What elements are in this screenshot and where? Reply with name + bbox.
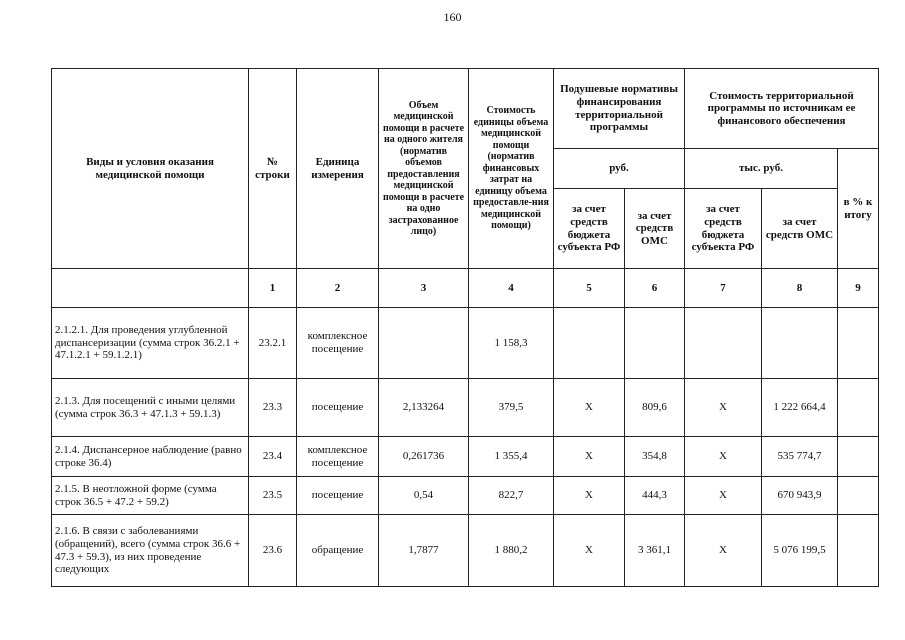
- header-unit: Единица измерения: [297, 69, 379, 269]
- row-line-number: 23.6: [249, 515, 297, 587]
- row-line-number: 23.3: [249, 379, 297, 437]
- column-number: 5: [554, 269, 625, 308]
- row-percent: [838, 477, 879, 515]
- header-cost-budget: за счет средств бюджета субъекта РФ: [685, 189, 762, 269]
- row-cost-budget: [685, 308, 762, 379]
- table-row: [52, 515, 879, 587]
- column-number: 7: [685, 269, 762, 308]
- row-name: 2.1.4. Диспансерное наблюдение (равно строке 36.4): [52, 437, 249, 477]
- column-number: 1: [249, 269, 297, 308]
- row-norm-oms: [625, 308, 685, 379]
- row-percent: [838, 515, 879, 587]
- row-unit: посещение: [297, 379, 379, 437]
- row-cost-oms: 5 076 199,5: [762, 515, 838, 587]
- header-volume: Объем медицинской помощи в расчете на одного жителя (норматив объемов предоставления медицинской помощи в расчете на одно застрахованное лицо): [379, 69, 469, 269]
- column-number: 9: [838, 269, 879, 308]
- row-volume: 0,54: [379, 477, 469, 515]
- row-unit: посещение: [297, 477, 379, 515]
- row-unit-cost: 822,7: [469, 477, 554, 515]
- table-row: [52, 379, 879, 437]
- row-name: 2.1.5. В неотложной форме (сумма строк 36.5 + 47.2 + 59.2): [52, 477, 249, 515]
- row-cost-budget: X: [685, 477, 762, 515]
- row-cost-oms: 535 774,7: [762, 437, 838, 477]
- header-program-cost: Стоимость территориальной программы по источникам ее финансового обеспечения: [685, 69, 879, 149]
- row-cost-budget: X: [685, 379, 762, 437]
- row-line-number: 23.5: [249, 477, 297, 515]
- column-number: 2: [297, 269, 379, 308]
- row-name: 2.1.2.1. Для проведения углубленной диспансеризации (сумма строк 36.2.1 + 47.1.2.1 + 59.1.2.1): [52, 308, 249, 379]
- row-norm-budget: X: [554, 379, 625, 437]
- row-norm-budget: X: [554, 437, 625, 477]
- row-cost-budget: X: [685, 515, 762, 587]
- header-rub: руб.: [554, 149, 685, 189]
- row-unit-cost: 1 880,2: [469, 515, 554, 587]
- row-cost-oms: 670 943,9: [762, 477, 838, 515]
- table-row: [52, 477, 879, 515]
- row-volume: [379, 308, 469, 379]
- row-percent: [838, 379, 879, 437]
- row-volume: 0,261736: [379, 437, 469, 477]
- column-numbers-row: [52, 269, 879, 308]
- row-name: 2.1.6. В связи с заболеваниями (обращений), всего (сумма строк 36.6 + 47.3 + 59.3), из них проведение следующих: [52, 515, 249, 587]
- row-norm-oms: 3 361,1: [625, 515, 685, 587]
- header-norm-budget: за счет средств бюджета субъекта РФ: [554, 189, 625, 269]
- row-unit-cost: 1 158,3: [469, 308, 554, 379]
- row-unit: комплексное посещение: [297, 437, 379, 477]
- column-number: 3: [379, 269, 469, 308]
- header-service-type: Виды и условия оказания медицинской помощи: [52, 69, 249, 269]
- header-cost-oms: за счет средств ОМС: [762, 189, 838, 269]
- row-unit: комплексное посещение: [297, 308, 379, 379]
- page-number: 160: [443, 10, 462, 24]
- row-percent: [838, 308, 879, 379]
- row-norm-budget: X: [554, 515, 625, 587]
- row-norm-oms: 809,6: [625, 379, 685, 437]
- row-percent: [838, 437, 879, 477]
- row-norm-oms: 354,8: [625, 437, 685, 477]
- header-per-capita-norms: Подушевые нормативы финансирования территориальной программы: [554, 69, 685, 149]
- header-norm-oms: за счет средств ОМС: [625, 189, 685, 269]
- row-name: 2.1.3. Для посещений с иными целями (сумма строк 36.3 + 47.1.3 + 59.1.3): [52, 379, 249, 437]
- row-norm-budget: [554, 308, 625, 379]
- row-volume: 2,133264: [379, 379, 469, 437]
- row-line-number: 23.2.1: [249, 308, 297, 379]
- header-line-number: № строки: [249, 69, 297, 269]
- row-norm-budget: X: [554, 477, 625, 515]
- row-norm-oms: 444,3: [625, 477, 685, 515]
- row-line-number: 23.4: [249, 437, 297, 477]
- column-number: 6: [625, 269, 685, 308]
- column-number: 8: [762, 269, 838, 308]
- row-cost-oms: 1 222 664,4: [762, 379, 838, 437]
- row-cost-budget: X: [685, 437, 762, 477]
- header-unit-cost: Стоимость единицы объема медицинской помощи (норматив финансовых затрат на единицу объема предоставле-ния медицинской помощи): [469, 69, 554, 269]
- header-thous-rub: тыс. руб.: [685, 149, 838, 189]
- table-row: [52, 308, 879, 379]
- row-volume: 1,7877: [379, 515, 469, 587]
- row-unit-cost: 1 355,4: [469, 437, 554, 477]
- row-unit-cost: 379,5: [469, 379, 554, 437]
- row-unit: обращение: [297, 515, 379, 587]
- financing-table: [51, 68, 879, 587]
- table-row: [52, 437, 879, 477]
- header-percent: в % к итогу: [838, 149, 879, 269]
- row-cost-oms: [762, 308, 838, 379]
- column-number: 4: [469, 269, 554, 308]
